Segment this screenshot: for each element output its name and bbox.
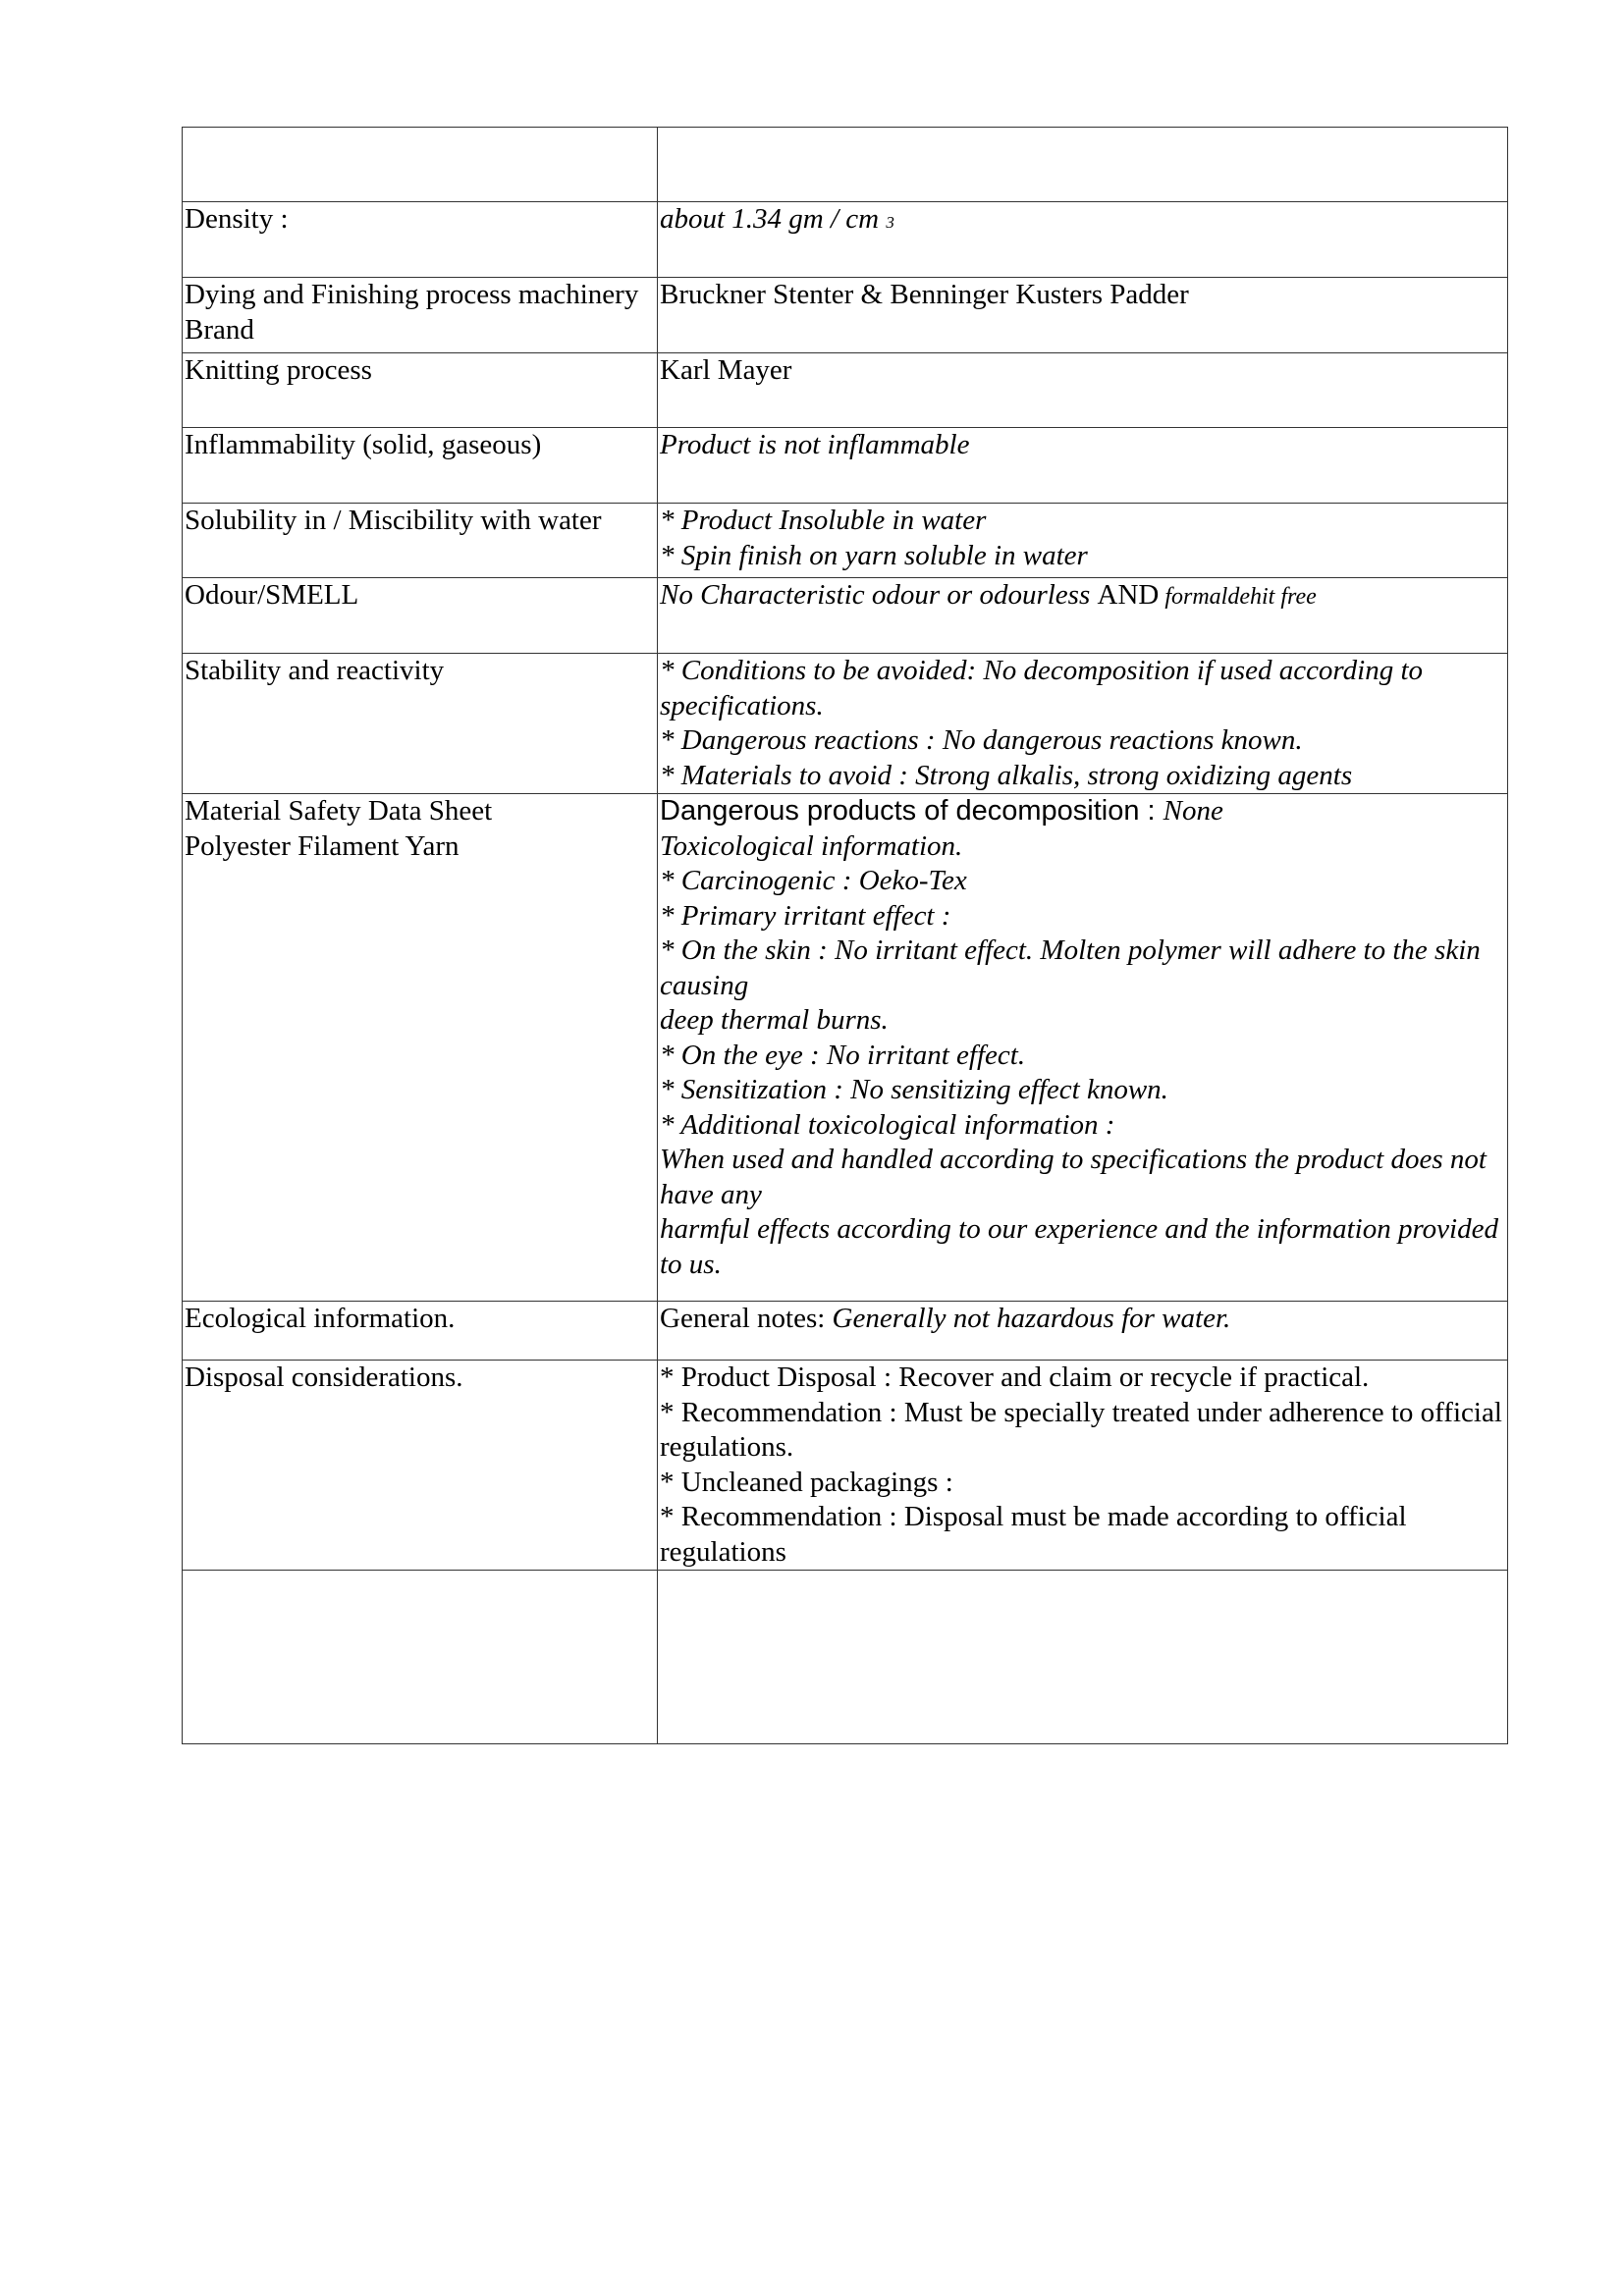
row-label: Disposal considerations.: [183, 1361, 658, 1571]
value-line: * Spin finish on yarn soluble in water: [660, 539, 1088, 571]
row-label: Inflammability (solid, gaseous): [183, 428, 658, 504]
value-line: * Sensitization : No sensitizing effect known.: [660, 1074, 1168, 1105]
value-line: * Primary irritant effect :: [660, 899, 951, 932]
value-line: * On the skin : No irritant effect. Molten polymer will adhere to the skin causing: [660, 934, 1481, 1001]
table-row: [183, 128, 1508, 202]
value-line: * Product Insoluble in water: [660, 505, 987, 536]
row-label: Knitting process: [183, 353, 658, 428]
row-value: [658, 794, 1508, 1302]
label-line: Material Safety Data Sheet: [185, 795, 493, 827]
value-line: deep thermal burns.: [660, 1004, 889, 1036]
value-line: * Materials to avoid : Strong alkalis, strong oxidizing agents: [660, 759, 1353, 791]
row-label: Density :: [183, 202, 658, 278]
label-line: Polyester Filament Yarn: [185, 829, 460, 862]
value-line: * Recommendation : Must be specially treated under adherence to official regulations.: [660, 1396, 1502, 1463]
row-label: [183, 794, 658, 1302]
row-value: [658, 1361, 1508, 1571]
decomposition-value: None: [1163, 795, 1223, 827]
row-value: [658, 1302, 1508, 1361]
value-line: * Uncleaned packagings :: [660, 1466, 953, 1498]
table-row: [183, 1361, 1508, 1571]
row-label: Stability and reactivity: [183, 654, 658, 794]
row-value: [658, 654, 1508, 794]
value-line: * Dangerous reactions : No dangerous reactions known.: [660, 724, 1303, 756]
row-label: Dying and Finishing process machinery Brand: [183, 278, 658, 353]
odour-and: AND: [1097, 579, 1160, 611]
ecological-prefix: General notes:: [660, 1303, 833, 1334]
table-row: [183, 353, 1508, 428]
value-line: * On the eye : No irritant effect.: [660, 1039, 1026, 1071]
msds-table: [182, 127, 1508, 1744]
row-value: [658, 1571, 1508, 1744]
row-value: [658, 578, 1508, 654]
table-row: [183, 278, 1508, 353]
decomposition-prefix: Dangerous products of decomposition :: [660, 795, 1163, 827]
row-label: [183, 128, 658, 202]
ecological-value: Generally not hazardous for water.: [832, 1303, 1231, 1334]
density-value: about 1.34 gm / cm: [660, 203, 880, 235]
table-row: [183, 504, 1508, 578]
row-value: Product is not inflammable: [658, 428, 1508, 504]
table-row: [183, 1571, 1508, 1744]
value-line: * Recommendation : Disposal must be made according to official regulations: [660, 1501, 1407, 1568]
odour-formaldehyde: formaldehit free: [1159, 584, 1317, 610]
value-line: * Product Disposal : Recover and claim or recycle if practical.: [660, 1362, 1370, 1393]
table-row: [183, 794, 1508, 1302]
row-value: Karl Mayer: [658, 353, 1508, 428]
table-row: [183, 1302, 1508, 1361]
table-row: [183, 202, 1508, 278]
row-label: Ecological information.: [183, 1302, 658, 1361]
row-value: Bruckner Stenter & Benninger Kusters Padder: [658, 278, 1508, 353]
table-row: [183, 654, 1508, 794]
value-line: * Conditions to be avoided: No decomposition if used according to specifications.: [660, 655, 1424, 721]
row-value: [658, 504, 1508, 578]
density-unit-exponent: 3: [886, 213, 894, 232]
row-label: Odour/SMELL: [183, 578, 658, 654]
value-line: * Carcinogenic : Oeko-Tex: [660, 865, 967, 896]
value-line: When used and handled according to specifications the product does not have any: [660, 1144, 1487, 1210]
row-value: [658, 128, 1508, 202]
value-line: harmful effects according to our experience and the information provided to us.: [660, 1213, 1498, 1280]
row-value: [658, 202, 1508, 278]
table-row: [183, 578, 1508, 654]
row-label: [183, 1571, 658, 1744]
value-line: Toxicological information.: [660, 829, 963, 862]
row-label: Solubility in / Miscibility with water: [183, 504, 658, 578]
odour-value: No Characteristic odour or odourless: [660, 579, 1098, 611]
table-row: [183, 428, 1508, 504]
value-line: * Additional toxicological information :: [660, 1108, 1115, 1141]
